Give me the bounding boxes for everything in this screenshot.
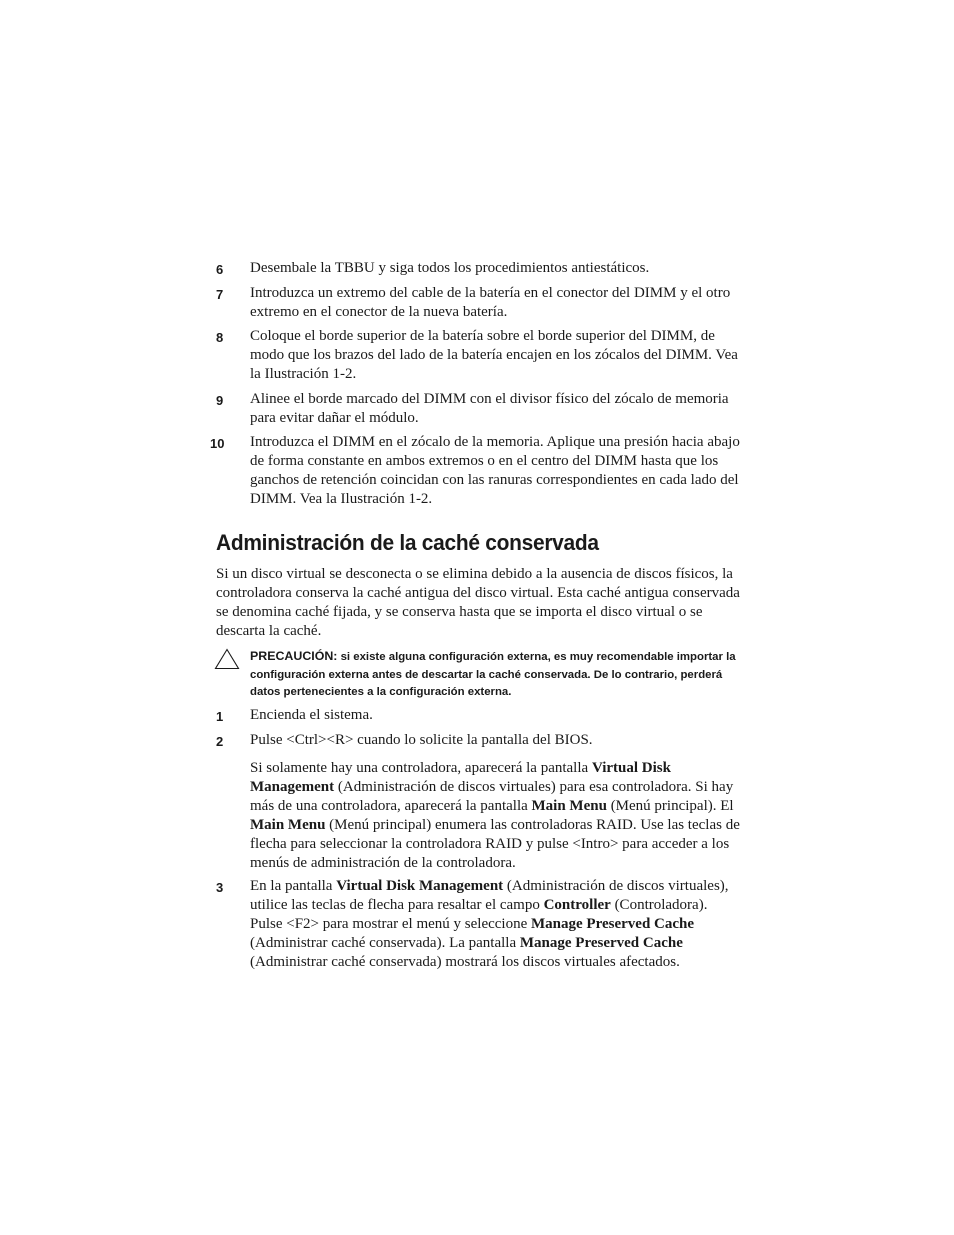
ui-term: Virtual Disk Management [250, 760, 671, 795]
step-text: Coloque el borde superior de la batería sobre el borde superior del DIMM, de modo que los brazos del lado de la batería encajen en los zócalos del DIMM. Vea la Ilustración 1-2. [250, 328, 738, 382]
ui-term: Main Menu [531, 798, 607, 814]
step-number: 8 [216, 330, 224, 345]
caution-note [214, 648, 740, 702]
step-6 [216, 259, 740, 278]
step-number: 3 [216, 880, 224, 895]
ui-term: Manage Preserved Cache [531, 916, 695, 932]
text-run: (Controladora). Pulse <F2> para mostrar el menú y seleccione [250, 897, 708, 932]
caution-triangle-icon [214, 648, 240, 670]
step-number: 10 [210, 436, 225, 451]
step-10 [210, 433, 740, 509]
text-run: (Administración de discos virtuales), utilice las teclas de flecha para resaltar el campo [250, 878, 729, 913]
step-text: Alinee el borde marcado del DIMM con el divisor físico del zócalo de memoria para evitar dañar el módulo. [250, 391, 729, 426]
step-2 [216, 731, 740, 873]
section-intro: Si un disco virtual se desconecta o se elimina debido a la ausencia de discos físicos, la controladora conserva la caché antigua del disco virtual. Esta caché antigua conservada se denomina caché fijada, y se conserva hasta que se importa el disco virtual o se descarta la caché. [216, 566, 740, 639]
text-run: (Menú principal). El [606, 798, 734, 814]
step-7 [216, 284, 740, 322]
ui-term: Controller [543, 897, 611, 913]
text-run: (Administración de discos virtuales) para esa controladora. Si hay más de una controladora, aparecerá la pantalla [250, 779, 734, 814]
caution-label: PRECAUCIÓN: [250, 649, 338, 663]
step-text: Introduzca el DIMM en el zócalo de la memoria. Aplique una presión hacia abajo de forma constante en ambos extremos o en el centro del DIMM hasta que los ganchos de retención coincidan con las ranuras correspondientes en cada lado del DIMM. Vea la Ilustración 1-2. [250, 434, 740, 507]
step-text: Encienda el sistema. [250, 707, 373, 723]
text-run: (Administrar caché conservada) mostrará los discos virtuales afectados. [250, 954, 680, 970]
step-9 [216, 390, 740, 428]
step-3 [216, 877, 740, 972]
ui-term: Virtual Disk Management [336, 878, 504, 894]
text-run: (Menú principal) enumera las controladoras RAID. Use las teclas de flecha para seleccionar la controladora RAID y pulse <Intro> para acceder a los menús de administración de la controladora. [250, 817, 740, 871]
step-3-text [250, 877, 740, 972]
text-run: En la pantalla [250, 878, 337, 894]
step-number: 6 [216, 262, 224, 277]
step-text: Introduzca un extremo del cable de la batería en el conector del DIMM y el otro extremo en el conector de la nueva batería. [250, 285, 731, 320]
caution-text: si existe alguna configuración externa, es muy recomendable importar la configuración externa antes de descartar la caché conservada. De lo contrario, perderá datos pertenecientes a la configuración externa. [250, 651, 736, 699]
step-1 [216, 706, 740, 725]
text-run: (Administrar caché conservada). La pantalla [250, 935, 520, 951]
step-number: 9 [216, 393, 224, 408]
step-number: 7 [216, 287, 224, 302]
ui-term: Manage Preserved Cache [519, 935, 683, 951]
step-number: 1 [216, 709, 224, 724]
text-run: Si solamente hay una controladora, aparecerá la pantalla [250, 760, 592, 776]
step-text: Desembale la TBBU y siga todos los procedimientos antiestáticos. [250, 260, 650, 276]
section-heading: Administración de la caché conservada [216, 530, 599, 555]
ui-term: Main Menu [250, 817, 326, 833]
step-text: Pulse <Ctrl><R> cuando lo solicite la pantalla del BIOS. [250, 732, 593, 748]
step-8 [216, 327, 740, 384]
step-2-detail [250, 759, 740, 873]
step-number: 2 [216, 734, 224, 749]
